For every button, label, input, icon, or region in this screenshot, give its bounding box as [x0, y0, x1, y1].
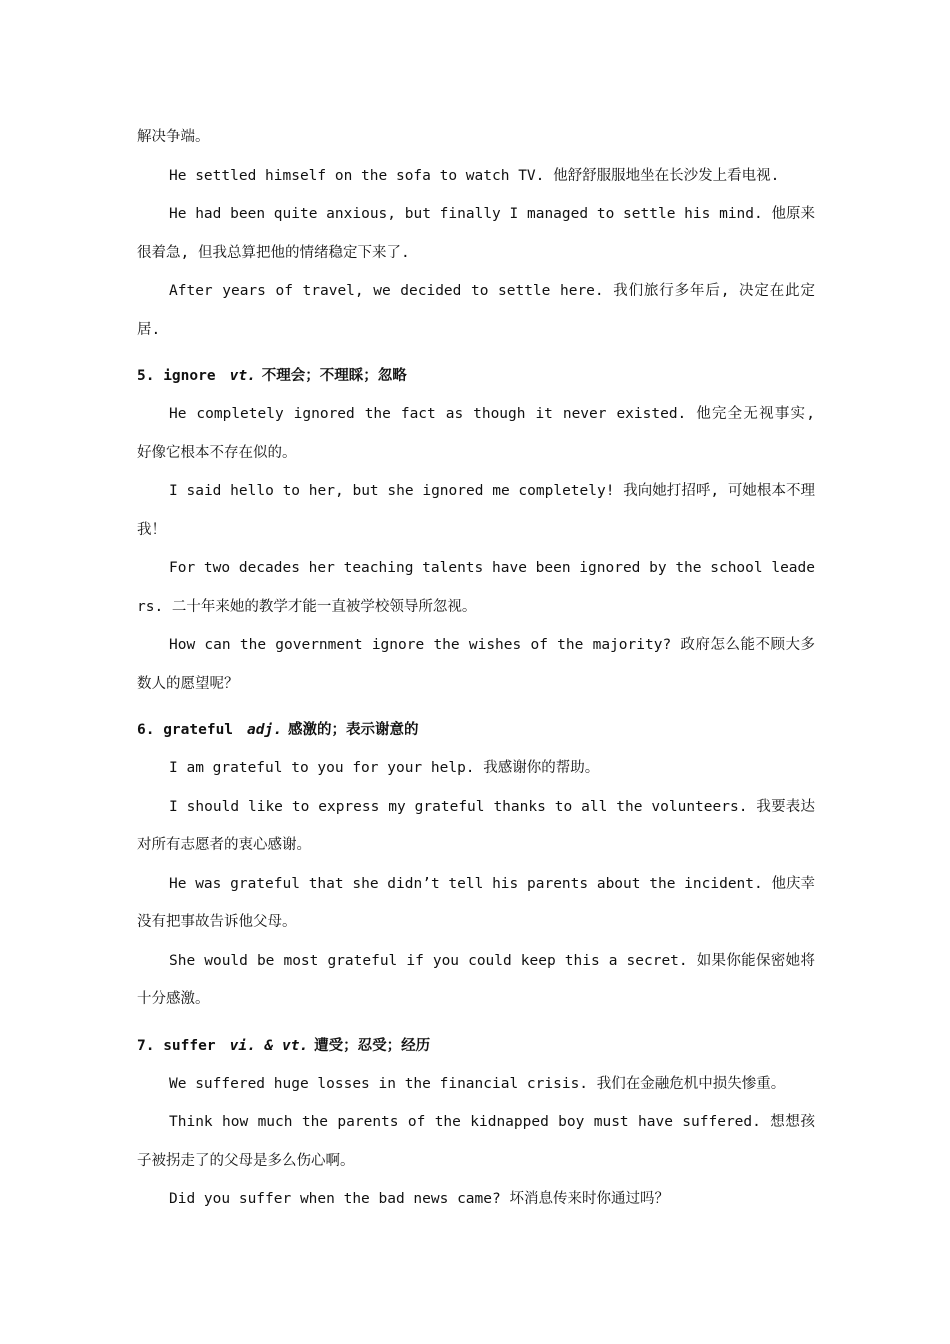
example-sentence: He was grateful that she didn’t tell his parents about the incident. 他庆幸没有把事故告诉他父母。: [137, 875, 815, 930]
example-sentence: He completely ignored the fact as though it never existed. 他完全无视事实, 好像它根本不存在似的。: [137, 406, 815, 461]
example-sentence: For two decades her teaching talents have been ignored by the school leaders. 二十年来她的教学才能一直被学校领导所忽视。: [137, 560, 816, 615]
example-sentence: I should like to express my grateful thanks to all the volunteers. 我要表达对所有志愿者的衷心感谢。: [137, 798, 815, 853]
example-sentence: She would be most grateful if you could keep this a secret. 如果你能保密她将十分感激。: [137, 952, 815, 1007]
example-sentence: Did you suffer when the bad news came? 坏消息传来时你通过吗？: [169, 1191, 669, 1207]
example-sentence: I am grateful to you for your help. 我感谢你的帮助。: [169, 760, 600, 776]
entry-heading: [137, 357, 815, 395]
entry-number: 6.: [137, 722, 155, 738]
example-sentence: He had been quite anxious, but finally I managed to settle his mind. 他原来很着急, 但我总算把他的情绪稳定下来了.: [137, 206, 815, 261]
example-sentence: We suffered huge losses in the financial crisis. 我们在金融危机中损失惨重。: [169, 1075, 786, 1092]
example-sentence: After years of travel, we decided to settle here. 我们旅行多年后, 决定在此定居.: [137, 283, 815, 338]
entry-pos: vi. & vt.: [229, 1037, 309, 1054]
entry-ignore: [137, 357, 815, 703]
example-sentence: Think how much the parents of the kidnapped boy must have suffered. 想想孩子被拐走了的父母是多么伤心啊。: [137, 1114, 815, 1169]
entry-grateful: [137, 711, 815, 1019]
entry-pos: vt.: [229, 368, 256, 384]
entry-word: grateful: [163, 722, 234, 738]
entry-meaning: 遭受；忍受；经历: [314, 1037, 431, 1054]
entry-number: 5.: [137, 368, 155, 384]
example-sentence: I said hello to her, but she ignored me completely! 我向她打招呼, 可她根本不理我！: [137, 483, 815, 538]
entry-word: ignore: [163, 368, 216, 384]
example-sentence: How can the government ignore the wishes of the majority? 政府怎么能不顾大多数人的愿望呢？: [137, 637, 815, 692]
entry-suffer: [137, 1027, 815, 1219]
entry-word: suffer: [163, 1037, 216, 1054]
entry-pos: adj.: [247, 722, 282, 738]
example-sentence: He settled himself on the sofa to watch TV. 他舒舒服服地坐在长沙发上看电视.: [169, 167, 780, 184]
entry-meaning: 感激的；表示谢意的: [287, 722, 419, 738]
entry-number: 7.: [137, 1037, 155, 1054]
entry-heading: [137, 711, 815, 749]
entry-meaning: 不理会；不理睬；忽略: [261, 368, 407, 384]
text-paragraph: 解决争端。: [137, 129, 210, 145]
document-page: [137, 118, 815, 1219]
entry-heading: [137, 1027, 815, 1065]
